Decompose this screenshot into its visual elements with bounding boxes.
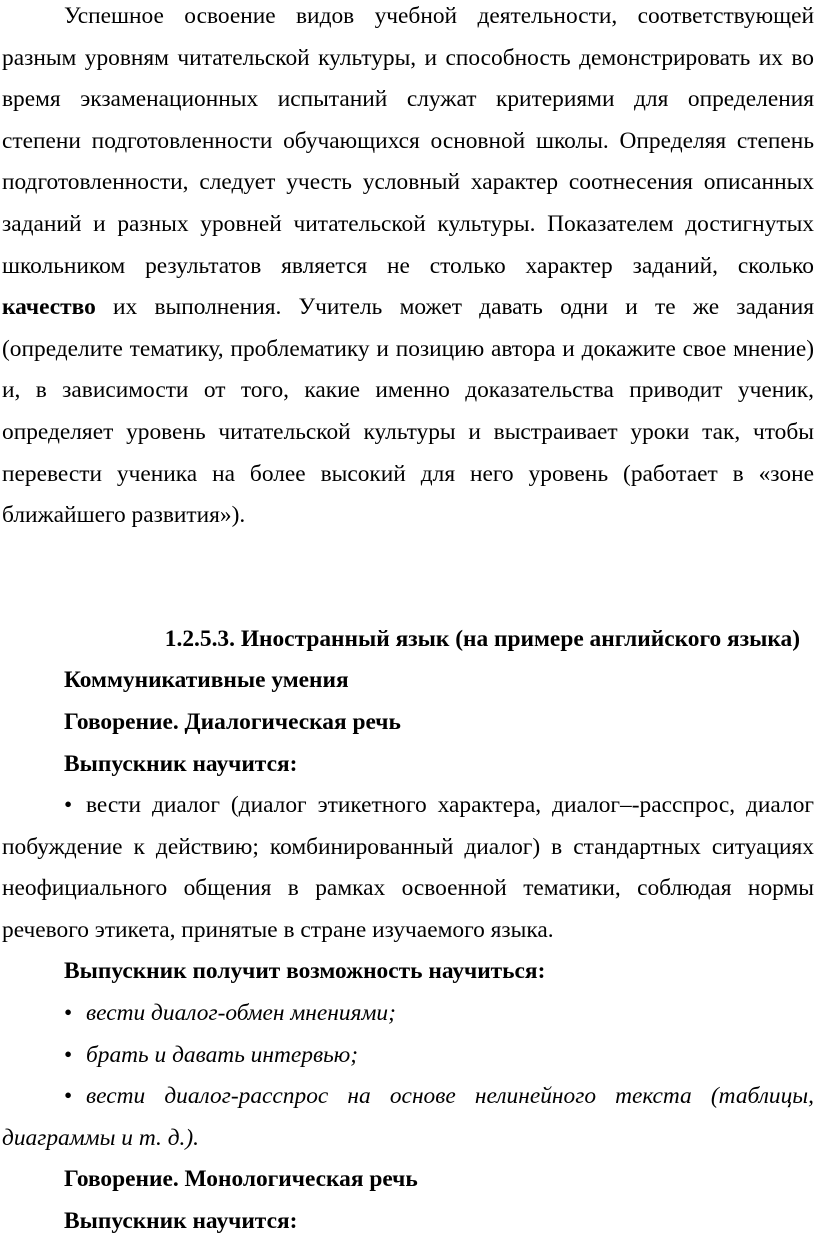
bullet-item-nonlinear-text: [2, 1076, 814, 1159]
bullet-item-opinion-exchange: [2, 993, 814, 1035]
intro-text-start: Успешное освоение видов учебной деятельности, соответствующей разным уровням читательской культуры, и способность демонстрировать их во время экзаменационных испытаний служат критериями для определения степени подготовленности обучающихся основной школы. Определяя степень подготовленности, следует учесть условный характер соотнесения описанных заданий и разных уровней читательской культуры. Показателем достигнутых школьником результатов является не столько характер заданий, сколько: [2, 3, 814, 279]
bullet-icon: •: [64, 1041, 73, 1068]
heading-monolog-speech: Говорение. Монологическая речь: [64, 1166, 418, 1193]
bullet-text: вести диалог-расспрос на основе нелинейного текста (таблицы, диаграммы и т. д.).: [2, 1083, 814, 1151]
bullet-item-dialog: [2, 785, 814, 951]
heading-graduate-opportunity: Выпускник получит возможность научиться:: [64, 958, 546, 985]
bullet-icon: •: [64, 1083, 73, 1110]
heading-graduate-will-learn: Выпускник научится:: [64, 750, 298, 777]
bullet-icon: •: [64, 1000, 73, 1027]
bullet-item-interview: [2, 1035, 814, 1077]
section-spacer: [2, 537, 814, 619]
section-title: 1.2.5.3. Иностранный язык (на примере английского языка): [164, 625, 800, 652]
bullet-text: брать и давать интервью;: [86, 1041, 359, 1068]
heading-graduate-will-learn-2: Выпускник научится:: [64, 1208, 298, 1235]
bullet-text: вести диалог (диалог этикетного характера, диалог–-расспрос, диалог побуждение к действию; комбинированный диалог) в стандартных ситуациях неофициального общения в рамках освоенной тематики, соблюдая нормы речевого этикета, принятые в стране изучаемого языка.: [2, 792, 814, 943]
heading-communicative-skills: Коммуникативные умения: [64, 667, 349, 694]
intro-text-end: их выполнения. Учитель может давать одни и те же задания (определите тематику, проблематику и позицию автора и докажите свое мнение) и, в зависимости от того, какие именно доказательства приводит ученик, определяет уровень читательской культуры и выстраивает уроки так, чтобы перевести ученика на более высокий для него уровень (работает в «зоне ближайшего развития»).: [2, 294, 814, 529]
heading-dialog-speech: Говорение. Диалогическая речь: [64, 708, 401, 735]
bullet-icon: •: [64, 792, 73, 819]
bullet-text: вести диалог-обмен мнениями;: [86, 1000, 396, 1027]
intro-bold-word: качество: [2, 294, 96, 321]
intro-paragraph: [2, 0, 814, 537]
